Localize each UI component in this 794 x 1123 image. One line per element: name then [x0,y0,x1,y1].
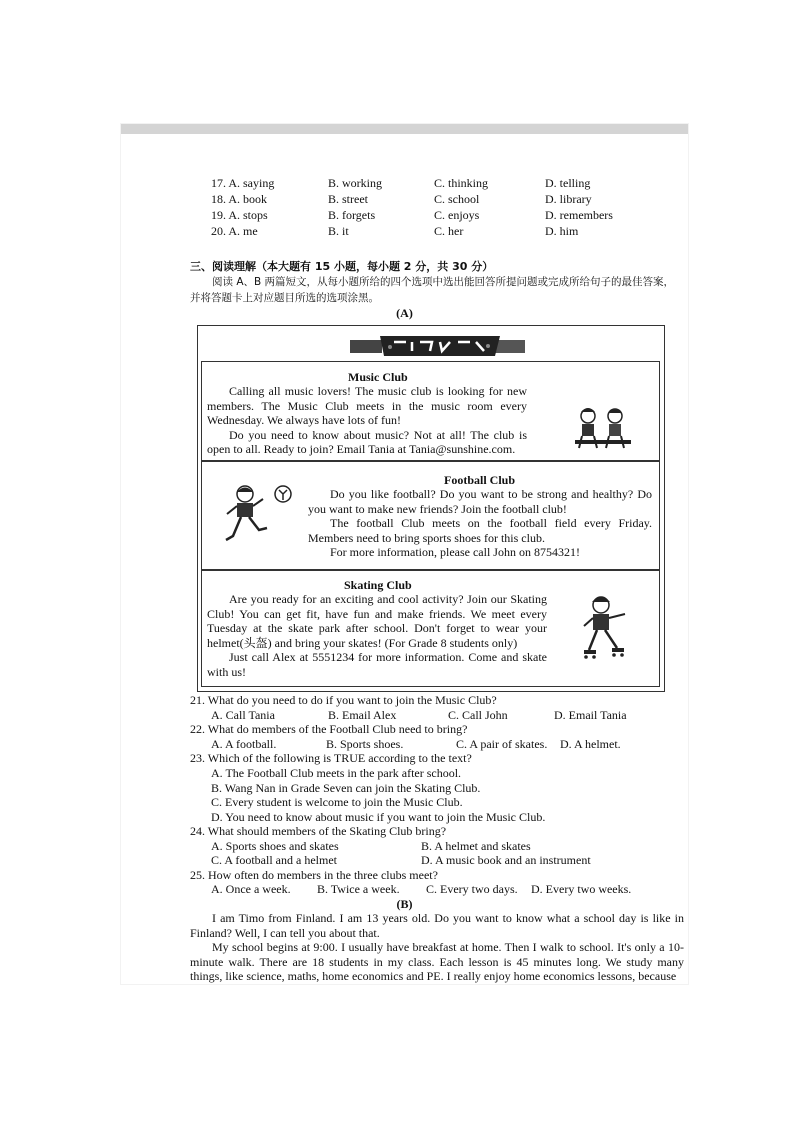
music-club-text [207,384,527,457]
choice: A. A football. [211,737,277,751]
football-club-paragraph: Do you like football? Do you want to be strong and healthy? Do you want to make new friends? Join the football club! [308,487,652,516]
football-club-text [308,487,652,560]
choice: B. A helmet and skates [421,839,531,853]
music-club-title: Music Club [348,370,408,384]
option-a: 20. A. me [211,224,258,238]
skating-club-paragraph: Just call Alex at 5551234 for more information. Come and skate with us! [207,650,547,679]
passage-b-paragraph: My school begins at 9:00. I usually have breakfast at home. Then I walk to school. It's only a 10-minute walk. There are 18 students in my class. Each lesson is 45 minutes long. We study many things, like science, maths, home economics and PE. I really enjoy home economics lessons, because [190,940,684,984]
question-stem: 21. What do you need to do if you want to join the Music Club? [190,693,497,707]
question-stem: 24. What should members of the Skating Club bring? [190,824,447,838]
option-d: D. library [545,192,592,206]
choice: B. Twice a week. [317,882,400,896]
option-a: 18. A. book [211,192,268,206]
choice: B. Email Alex [328,708,397,722]
choice: A. The Football Club meets in the park after school. [211,766,462,780]
skating-club-text [207,592,547,680]
choice: D. You need to know about music if you want to join the Music Club. [211,810,546,824]
option-c: C. thinking [434,176,489,190]
option-b: B. working [328,176,382,190]
passage-b-paragraph: I am Timo from Finland. I am 13 years old. Do you want to know what a school day is like in Finland? Well, I can tell you about that. [190,911,684,940]
choice: C. A pair of skates. [456,737,548,751]
question-stem: 22. What do members of the Football Club need to bring? [190,722,468,736]
choice: C. A football and a helmet [211,853,337,867]
football-club-title: Football Club [444,473,516,487]
choice: D. A music book and an instrument [421,853,591,867]
passage-a-label: (A) [396,306,413,320]
passage-b-label: (B) [396,897,413,911]
choice: D. A helmet. [560,737,621,751]
option-b: B. it [328,224,349,238]
choice: A. Sports shoes and skates [211,839,339,853]
football-club-paragraph: The football Club meets on the football field every Friday. Members need to bring sports shoes for this club. [308,516,652,545]
choice: B. Sports shoes. [326,737,404,751]
exam-page [121,124,688,984]
question-stem: 23. Which of the following is TRUE according to the text? [190,751,472,765]
choice: C. Every student is welcome to join the Music Club. [211,795,463,809]
option-d: D. telling [545,176,591,190]
football-player-illustration [223,484,298,544]
option-d: D. remembers [545,208,613,222]
option-b: B. forgets [328,208,376,222]
option-row-19 [121,208,688,224]
option-row-17 [121,176,688,192]
skater-illustration [581,594,631,664]
football-club-paragraph: For more information, please call John on 8754321! [330,545,580,560]
option-row-18 [121,192,688,208]
scan-top-bar [121,124,688,134]
option-b: B. street [328,192,368,206]
section-heading: 三、阅读理解（本大题有 15 小题，每小题 2 分，共 30 分） [190,260,494,273]
skating-club-paragraph: Are you ready for an exciting and cool activity? Join our Skating Club! You can get fit, have fun and make friends. We meet every Tuesday at the skate park after school. Don't forget to wear your helmet(头盔) and bring your skates! (For Grade 8 students only) [207,592,547,650]
section-instruction: 阅读 A、B 两篇短文，从每小题所给的四个选项中选出能回答所提问题或完成所给句子的最佳答案，并将答题卡上对应题目所选的选项涂黑。 [190,276,675,304]
option-a: 19. A. stops [211,208,268,222]
music-club-paragraph: Do you need to know about music? Not at all! The club is open to all. Ready to join? Email Tania at Tania@sunshine.com. [207,427,527,457]
passage-b-text [190,911,684,984]
music-kids-illustration [573,406,633,451]
choice: D. Every two weeks. [531,882,632,896]
choice: A. Once a week. [211,882,291,896]
option-c: C. school [434,192,480,206]
choice: A. Call Tania [211,708,275,722]
option-c: C. her [434,224,464,238]
option-d: D. him [545,224,579,238]
welcome-banner-image [350,333,525,359]
skating-club-title: Skating Club [344,578,412,592]
option-c: C. enjoys [434,208,480,222]
choice: D. Email Tania [554,708,627,722]
option-a: 17. A. saying [211,176,275,190]
question-stem: 25. How often do members in the three clubs meet? [190,868,438,882]
choice: B. Wang Nan in Grade Seven can join the Skating Club. [211,781,481,795]
music-club-paragraph: Calling all music lovers! The music club is looking for new members. The Music Club meets in the music room every Wednesday. We always have lots of fun! [207,384,527,428]
option-row-20 [121,224,688,240]
choice: C. Every two days. [426,882,518,896]
choice: C. Call John [448,708,508,722]
